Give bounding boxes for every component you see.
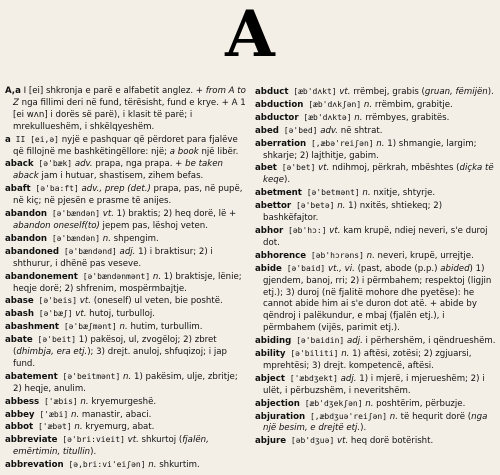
part-of-speech: n. [77,396,89,407]
headword: abate [5,335,33,346]
definition: i përhershëm, i qëndrueshëm. [362,336,496,347]
right-column [255,86,499,448]
headword: abjection [255,398,300,409]
part-of-speech: vt. [336,87,351,97]
dictionary-entry [255,435,499,448]
pronunciation: [ə'ba:ft] [30,184,79,194]
definition: neveri, krupë, urrejtje. [374,250,474,261]
dictionary-entry [255,200,499,225]
part-of-speech: vt. [100,209,114,220]
definition: 1) nxitës, shtiekeq; 2) bashkëfajtor. [263,201,443,224]
headword: abandoned [5,246,60,257]
part-of-speech: adv. [317,125,339,136]
part-of-speech: vt. [326,225,341,236]
definition: 1) shmangie, largim; shkarje; 2) lajthitje, gabim. [263,138,477,161]
pronunciation: [,æbə'reiʃən] [306,138,374,148]
dictionary-entry [5,371,249,396]
dictionary-entry [5,233,249,246]
part-of-speech: adv., prep (det.) [78,184,151,195]
pronunciation: [æb'dʌkʃən] [303,99,362,109]
headword: abet [255,163,277,174]
pronunciation: [əb'dʒuə] [286,436,335,446]
dictionary-entry [255,138,499,163]
example: gruan, fëmijën [424,87,488,97]
dictionary-entry [5,434,249,459]
dictionary-entry [5,158,249,183]
definition: prapa, nga prapa. + [92,159,186,170]
dictionary-entry [5,246,249,271]
definition: heq dorë botërisht. [348,436,434,447]
definition: kam krupë, ndiej neveri, s'e duroj dot. [263,225,488,248]
dictionary-entry [255,112,499,125]
definition-continued: një libër. [198,146,239,157]
dictionary-entry [255,187,499,200]
part-of-speech: n. [100,233,111,244]
headword: abbey [5,409,35,420]
part-of-speech: n. [373,138,385,149]
dictionary-entry [255,225,499,250]
definition: në shtrat. [338,125,383,136]
headword: abduct [255,87,289,97]
definition-continued: ). [90,447,97,458]
dictionary-entry [5,334,249,371]
definition: 1) aftësi, zotësi; 2) zgjuarsi, mprehtësi; 3) drejt. kompetencë, aftësi. [263,349,472,371]
dictionary-entry [255,348,499,373]
headword: abbrevation [5,460,64,471]
pronunciation: [əb'hɔrəns] [306,250,364,260]
pronunciation: [ə'baid] [281,263,326,273]
headword: abhorence [255,250,307,261]
definition: rrëmbim, grabitje. [372,99,453,110]
pronunciation: [æb'dʌktə] [298,112,352,122]
pronunciation: [ə'bæʃmənt] [59,322,117,332]
definition: 1) i mjerë, i mjerueshëm; 2) i ulët, i përbuzshëm, i neveritshëm. [263,373,485,396]
dictionary-entry [255,250,499,263]
headword: abed [255,125,279,136]
pronunciation: [ə'bændən] [47,209,101,219]
dictionary-entry [5,421,249,434]
headword: abandon [5,209,48,220]
part-of-speech: n. [145,460,157,471]
headword: aberration [255,138,307,149]
pronunciation: [ə'beit] [32,335,77,345]
part-of-speech: n. [387,411,398,422]
pronunciation: [æb'dʒekʃən] [299,398,363,408]
part-of-speech: n. [334,201,346,212]
headword: abashment [5,322,59,333]
pronunciation: [ə'beitmənt] [57,371,121,381]
definition: ndihmoj, përkrah, mbështes ( [329,163,460,174]
part-of-speech: adj. [337,373,357,384]
definition: (past, abode (p.p.) [354,263,441,274]
headword: abetment [255,188,302,199]
definition: 1) braktis; 2) heq dorë, lë + [113,209,237,220]
pronunciation: [ə'bæʃ] [33,309,73,319]
example: nga një besim, e drejtë etj. [263,411,488,434]
headword: abbreviate [5,435,58,446]
definition: 1) pakësim, ulje, zbritje; 2) heqje, anulim. [13,371,238,394]
part-of-speech: n. [363,250,375,261]
dictionary-entry [5,409,249,422]
headword: abash [5,309,34,320]
example: abided [440,263,470,274]
dictionary-entry [255,335,499,348]
dictionary-entry [5,459,249,472]
pronunciation: [ə'bed] [278,125,318,135]
headword: a [5,134,11,145]
definition: hutim, turbullim. [127,322,203,333]
dictionary-entry [5,295,249,308]
dictionary-entry [5,271,249,296]
definition: shkurtoj ( [138,435,183,446]
part-of-speech: n. [71,422,83,433]
example: fjalën, emërtimin, titullin [13,435,209,458]
pronunciation: ['æbət] [33,422,72,432]
definition: hutoj, turbulloj. [86,309,155,320]
part-of-speech: vt. [334,436,349,447]
dictionary-entry [255,373,499,398]
example: from A to Z [13,86,246,108]
definition-continued: ). [284,175,291,186]
pronunciation: [ə'bændən] [47,233,101,243]
dictionary-entry [255,86,499,99]
left-column [5,86,249,472]
pronunciation: [ə'bri:vieit] [57,435,125,445]
dictionary-entry [255,263,499,335]
headword: A,a [5,86,21,96]
dictionary-entry [255,99,499,112]
headword: abiding [255,336,292,347]
pronunciation: [ə'baidin] [291,336,345,346]
definition: kryemurg, abat. [82,422,155,433]
headword: abbot [5,422,34,433]
headword: abatement [5,371,58,382]
definition-continued: nga fillimi deri në fund, tërësisht, fund e krye. + A 1 [ei wʌn] i dorës së parë), i klasit të parë; i mrekullueshëm, i shkëlqyeshëm. [13,97,246,132]
definition: manastir, abaci. [79,409,152,420]
part-of-speech: vt. [77,296,91,307]
example: diçka të keqe [263,163,494,186]
headword: abbess [5,396,40,407]
dictionary-entry [5,208,249,233]
definition: rrëmbej, grabis ( [350,87,425,97]
example: be taken aback [13,159,223,182]
example: abandon oneself(to) [13,220,100,231]
pronunciation: [æb'dʌkt] [288,87,337,96]
pronunciation: [ə'beis] [33,296,78,306]
definition: shpengim. [110,233,159,244]
example: dhimbja, era etj. [16,347,88,358]
definition: prapa, pas, në pupë, në kiç; në pjesën e prasme të anijes. [13,184,243,207]
dictionary-entry [5,134,249,159]
definition: rrëmbyes, grabitës. [362,112,450,123]
part-of-speech: adj. [344,336,363,347]
part-of-speech: n. [116,322,128,333]
pronunciation: [ə'bæk] [33,159,73,169]
dictionary-entry [5,396,249,409]
dictionary-entry [5,308,249,321]
headword: abduction [255,99,304,110]
dictionary-entry [255,162,499,187]
definition: kryemurgeshë. [88,396,157,407]
section-letter: A [225,0,275,72]
pronunciation: ['æbis] [39,396,78,406]
pronunciation: [ə'bet] [276,163,316,173]
headword: abductor [255,112,299,123]
part-of-speech: vt. [315,163,330,174]
pronunciation: II [ei,ə] [10,134,59,144]
dictionary-entry [255,411,499,436]
headword: abandonement [5,271,78,282]
dictionary-entry [255,398,499,411]
definition: të hequrit dorë ( [397,411,472,422]
part-of-speech: n. [362,398,374,409]
part-of-speech: n. [338,349,350,360]
pronunciation: [ə,bri:vi'eiʃən] [63,460,146,470]
headword: abide [255,263,282,274]
pronunciation: ['æbi] [34,409,69,419]
definition-continued: jepem pas, lëshoj veten. [99,220,208,231]
part-of-speech: n. [361,99,373,110]
pronunciation: [ə'bændənd] [59,246,117,256]
definition: shkurtim. [156,460,200,471]
part-of-speech: n. [68,409,80,420]
pronunciation: [ə'biliti] [285,349,339,359]
part-of-speech: n. [359,188,371,199]
definition: nxitje, shtyrje. [370,188,436,199]
definition-continued: ); 3) drejt. anuloj, shfuqizoj; i jap fund. [13,347,227,369]
headword: abjuration [255,411,306,422]
definition-continued: ) 1) gjendem, banoj, rri; 2) i përmbahem; respektoj (ligjin etj.); 3) duroj (në fjalitë mohore dhe pyetëse): he cannot abide him ai s'e duron dot atë. + abide by qëndroj i palëkundur, e mbaj (fjalën etj.), i përmbahem (vijës, parimit etj.). [263,263,492,334]
example: a book [169,146,199,157]
definition: nyjë e pashquar që përdoret para fjalëve që fillojnë me bashkëtingëllore: një; [13,134,238,157]
definition: 1) pakësoj, ul, zvogëloj; 2) zbret ( [13,335,217,358]
dictionary-entry [5,86,249,134]
part-of-speech: vt. [72,309,87,320]
dictionary-entry [255,125,499,138]
part-of-speech: n. [351,112,363,123]
pronunciation: [ə'betə] [291,201,335,211]
part-of-speech: n. [120,371,132,382]
headword: aback [5,159,34,170]
definition-continued: ). [487,87,494,97]
headword: abject [255,373,285,384]
definition: poshtërim, përbuzje. [373,398,466,409]
part-of-speech: vt., vi. [325,263,355,274]
headword: abaft [5,184,31,195]
definition: (oneself) ul veten, bie poshtë. [90,296,223,307]
definition-continued: ). [360,423,367,434]
pronunciation: [ə'betmənt] [301,188,360,198]
pronunciation: [,æbdʒuə'reiʃən] [305,411,388,421]
headword: abettor [255,201,292,212]
headword: ability [255,349,286,360]
pronunciation: [əb'hɔ:] [283,225,327,235]
headword: abase [5,296,34,307]
headword: abjure [255,436,287,447]
dictionary-entry [5,183,249,208]
part-of-speech: vt. [124,435,139,446]
definition: 1) i braktisur; 2) i shthurur, i dhënë pas veseve. [13,246,213,269]
headword: abandon [5,233,48,244]
definition: 1) braktisje, lënie; heqje dorë; 2) shfrenim, mospërmbajtje. [13,271,242,294]
headword: abhor [255,225,284,236]
pronunciation: [ə'bændənmənt] [77,271,151,281]
part-of-speech: adv. [72,159,93,170]
definition: I [ei] shkronja e parë e alfabetit anglez. + [20,86,206,96]
definition-continued: jam i hutuar, shastisem, zihem befas. [38,171,204,182]
pronunciation: ['æbdʒekt] [284,373,338,383]
part-of-speech: n. [150,271,162,282]
dictionary-entry [5,321,249,334]
part-of-speech: adj. [116,246,136,257]
